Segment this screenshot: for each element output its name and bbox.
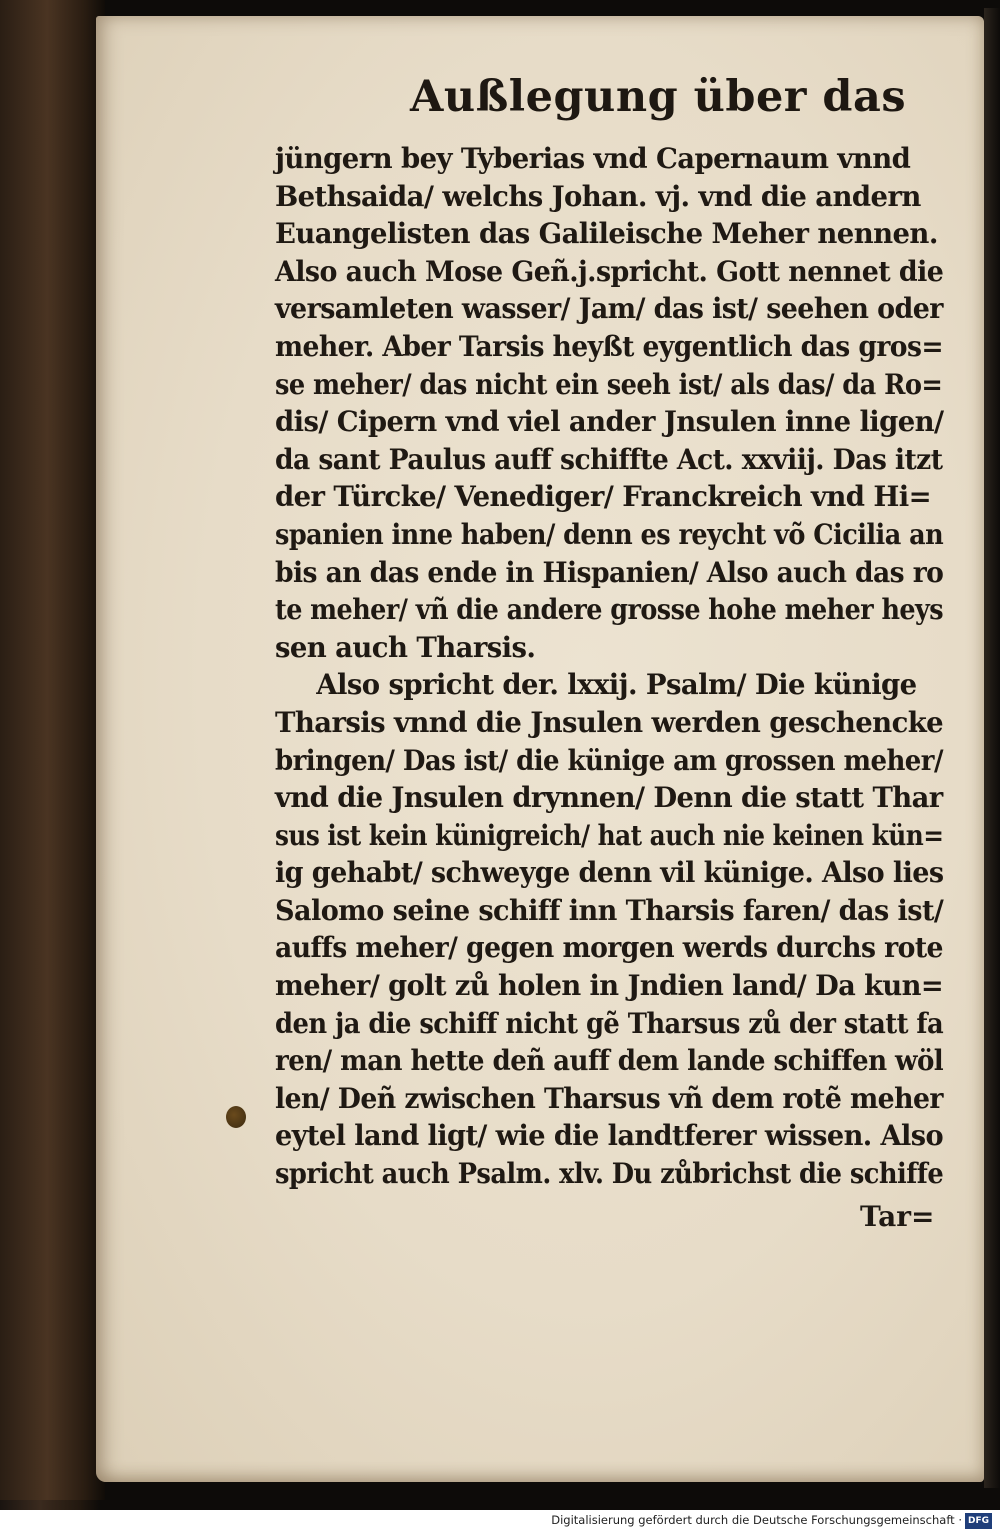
ink-stain <box>226 1106 246 1128</box>
text-line: bringen/ Das ist/ die künige am grossen meher/ <box>275 743 943 777</box>
text-line: sus ist kein künigreich/ hat auch nie keinen kün= <box>275 818 944 852</box>
text-line: spanien inne haben/ denn es reycht võ Cicilia an <box>275 517 944 551</box>
text-line: ig gehabt/ schweyge denn vil künige. Also lies <box>275 856 944 890</box>
footer-bar <box>0 1510 1000 1534</box>
text-line: ren/ man hette deñ auff dem lande schiffen wöl <box>275 1044 944 1078</box>
text-line: Bethsaida/ welchs Johan. vj. vnd die andern <box>275 179 921 213</box>
text-line: da sant Paulus auff schiffte Act. xxviij. Das itzt <box>275 442 943 476</box>
text-line: sen auch Tharsis. <box>275 630 536 664</box>
page-right-edge <box>984 8 1000 1488</box>
text-line: meher. Aber Tarsis heyßt eygentlich das gros= <box>275 329 944 363</box>
text-line: dis/ Cipern vnd viel ander Jnsulen inne ligen/ <box>275 405 944 439</box>
running-head: Außlegung über das <box>410 72 907 122</box>
text-line: der Türcke/ Venediger/ Franckreich vnd Hi= <box>275 480 932 514</box>
text-line: te meher/ vñ die andere grosse hohe meher heys <box>275 593 944 627</box>
text-line: spricht auch Psalm. xlv. Du zůbrichst die schiffe <box>275 1157 944 1191</box>
book-binding-edge <box>0 0 105 1500</box>
text-line: se meher/ das nicht ein seeh ist/ als das/ da Ro= <box>275 367 943 401</box>
text-line: versamleten wasser/ Jam/ das ist/ seehen oder <box>275 292 943 326</box>
text-line-paragraph-start: Also spricht der. lxxij. Psalm/ Die künige <box>316 668 917 702</box>
text-line: den ja die schiff nicht gẽ Tharsus zů der statt fa <box>275 1006 944 1040</box>
text-line: eytel land ligt/ wie die landtferer wissen. Also <box>275 1119 944 1153</box>
text-line: meher/ golt zů holen in Jndien land/ Da kun= <box>275 969 944 1003</box>
text-line: vnd die Jnsulen drynnen/ Denn die statt Thar <box>275 781 943 815</box>
text-line: auffs meher/ gegen morgen werds durchs rote <box>275 931 943 965</box>
dfg-logo: DFG <box>965 1513 992 1529</box>
text-line: bis an das ende in Hispanien/ Also auch das ro <box>275 555 944 589</box>
text-line: Also auch Mose Geñ.j.spricht. Gott nennet die <box>275 254 944 288</box>
text-line: len/ Deñ zwischen Tharsus vñ dem rotẽ meher <box>275 1081 943 1115</box>
text-line: Euangelisten das Galileische Meher nennen. <box>275 217 938 251</box>
text-line: jüngern bey Tyberias vnd Capernaum vnnd <box>275 142 911 175</box>
body-text <box>275 140 955 1193</box>
text-line: Salomo seine schiff inn Tharsis faren/ das ist/ <box>275 893 944 927</box>
funding-credit: Digitalisierung gefördert durch die Deutsche Forschungsgemeinschaft · <box>551 1513 962 1527</box>
catchword: Tar= <box>860 1200 935 1233</box>
text-line: Tharsis vnnd die Jnsulen werden geschencke <box>275 705 944 739</box>
